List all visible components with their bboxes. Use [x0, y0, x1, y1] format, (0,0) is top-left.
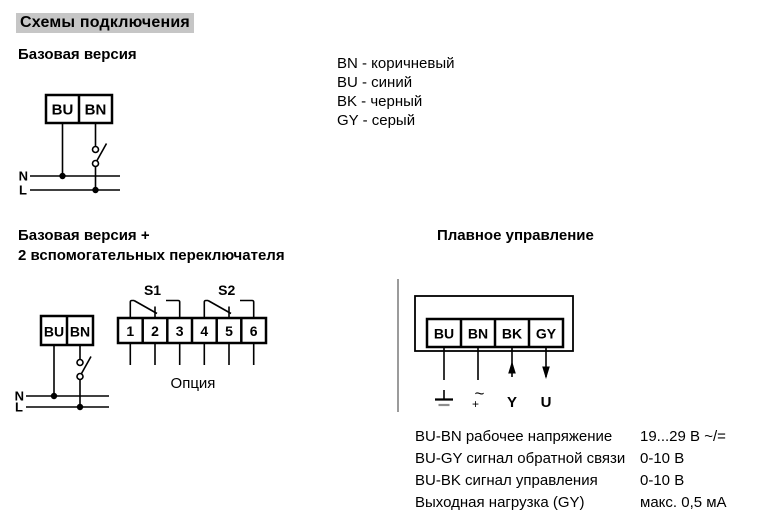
ac-tilde: ~ [474, 384, 485, 403]
down-arrow-icon [542, 367, 550, 380]
aux-terminal-5: 5 [225, 323, 233, 339]
aux-terminal-3: 3 [175, 323, 184, 339]
spec-row [415, 448, 727, 470]
option-label: Опция [170, 375, 216, 392]
terminal-label-bn: BN [69, 323, 91, 340]
spec-value: 0-10 В [640, 472, 685, 489]
l-label: L [15, 399, 23, 415]
dc-plus: + [471, 397, 480, 411]
s1-nc-riser [166, 301, 180, 319]
page-title: Схемы подключения [16, 13, 194, 33]
legend-item-bn: BN - коричневый [337, 55, 455, 72]
aux-terminal-4: 4 [200, 323, 209, 339]
switch-arm-icon [97, 144, 107, 161]
aux-terminal-2: 2 [151, 323, 159, 339]
switch-arm-icon [82, 357, 92, 374]
switch-contact-bottom [77, 374, 83, 380]
up-arrow-icon [508, 361, 516, 374]
terminal-label-bk: BK [501, 325, 523, 342]
switch-contact-bottom [93, 161, 99, 167]
terminal-label-bu: BU [433, 325, 455, 342]
color-legend [337, 54, 455, 130]
basic-plus-diagram [14, 278, 280, 415]
switch-contact-top [93, 147, 99, 153]
spec-label: Выходная нагрузка (GY) [415, 494, 585, 511]
spec-row [415, 426, 727, 448]
spec-row [415, 492, 727, 514]
spec-label: BU-GY сигнал обратной связи [415, 450, 626, 467]
electrical-specs [415, 426, 727, 514]
terminal-stubs [130, 343, 253, 365]
y-signal-label: Y [506, 394, 518, 411]
s1-switch-arm-icon [134, 301, 157, 314]
switch-contact-top [77, 360, 83, 366]
spec-label: BU-BK сигнал управления [415, 472, 598, 489]
aux-terminal-1: 1 [126, 323, 135, 339]
ac-dc-icon [472, 384, 485, 411]
legend-item-bu: BU - синий [337, 74, 413, 91]
spec-label: BU-BN рабочее напряжение [415, 428, 613, 445]
s2-label: S2 [218, 282, 236, 298]
s1-label: S1 [143, 282, 162, 298]
proportional-control-diagram [395, 278, 585, 414]
basic-version-diagram [14, 90, 154, 205]
terminal-label-gy: GY [535, 325, 557, 342]
aux-terminal-6: 6 [249, 323, 258, 339]
terminal-label-bn: BN [467, 325, 489, 342]
section-heading-basic: Базовая версия [18, 46, 137, 63]
spec-row [415, 470, 727, 492]
legend-item-bk: BK - черный [337, 93, 423, 110]
section-heading-basic-plus [18, 226, 285, 266]
spec-value: 0-10 В [640, 450, 685, 467]
section-heading-proportional: Плавное управление [437, 227, 594, 244]
terminal-label-bn: BN [84, 101, 107, 119]
heading-line-2: 2 вспомогательных переключателя [18, 247, 285, 264]
spec-value: макс. 0,5 мА [640, 494, 727, 511]
l-label: L [19, 182, 27, 198]
spec-value: 19...29 В ~/= [640, 428, 726, 445]
n-label: N [18, 168, 28, 184]
terminal-label-bu: BU [51, 101, 74, 119]
s2-common-riser [204, 301, 208, 319]
s1-common-riser [130, 301, 134, 319]
ground-icon [435, 390, 453, 405]
heading-line-1: Базовая версия + [18, 227, 150, 244]
terminal-label-bu: BU [43, 323, 65, 340]
s2-nc-riser [240, 301, 254, 319]
n-label: N [14, 388, 24, 404]
u-signal-label: U [540, 394, 552, 411]
s2-switch-arm-icon [208, 301, 231, 314]
legend-item-gy: GY - серый [337, 112, 416, 129]
